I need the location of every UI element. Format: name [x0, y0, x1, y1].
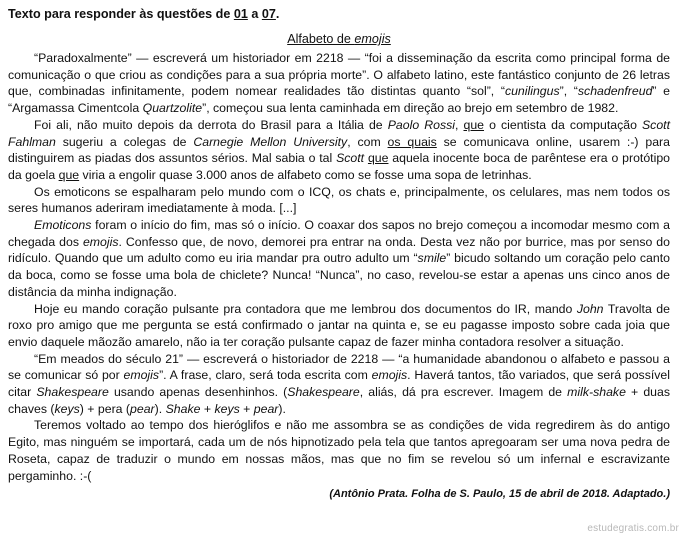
paragraph-text: Foi ali, não muito depois da derrota do Brasil para a Itália de: [34, 117, 388, 132]
italic-text: keys: [54, 401, 80, 416]
site-watermark: estudegratis.com.br: [587, 523, 679, 534]
italic-text: emojis: [371, 368, 408, 383]
paragraph-text: o cientista da computação: [484, 117, 642, 132]
instruction-suffix: .: [275, 7, 280, 21]
italic-text: keys: [214, 401, 240, 416]
question-document: [8, 6, 670, 502]
italic-text: pear: [253, 401, 279, 416]
text-body: [8, 50, 670, 484]
italic-text: schadenfreud: [577, 84, 653, 99]
paragraph-text: . Confesso que, de novo, demorei pra entrar na onda. Desta vez não por burrice, mas por senso do ridículo. Quando que um adulto como eu iria mandar pra outro adulto um “: [8, 234, 670, 266]
paragraph-text: ”, “: [559, 84, 578, 99]
italic-text: Scott Fahlman: [8, 117, 671, 149]
italic-text: smile: [417, 251, 447, 266]
paragraph: [8, 417, 670, 484]
paragraph: [8, 351, 670, 418]
question-start-number: 01: [233, 7, 248, 21]
instruction-prefix: Texto para responder às questões de: [8, 7, 234, 21]
paragraph-text: sugeriu a colegas de: [55, 134, 194, 149]
paragraph-text: ”, começou sua lenta caminhada em direção ao brejo em setembro de 1982.: [202, 101, 619, 116]
paragraph-text: usando apenas desenhinhos. (: [108, 385, 288, 400]
paragraph-text: Hoje eu mando coração pulsante pra contadora que me lembrou dos documentos do IR, mando: [34, 301, 577, 316]
paragraph-text: aquela inocente boca de parêntese era o protótipo da goela: [8, 151, 670, 182]
italic-text: Paolo Rossi: [387, 117, 455, 132]
paragraph: [8, 117, 670, 184]
title-italic: emojis: [354, 32, 391, 46]
title-text: Alfabeto de: [287, 32, 355, 46]
italic-text: Carnegie Mellon University: [193, 134, 348, 149]
italic-text: emojis: [82, 234, 119, 249]
paragraph-text: se comunicava online, usarem :-) para distinguirem as piadas dos assuntos sérios. Mal sabia o tal: [8, 134, 670, 166]
paragraph-text: , com: [347, 134, 388, 149]
paragraph-text: Os emoticons se espalharam pelo mundo com o ICQ, os chats e, principalmente, os celulares, mas nem todos os seres humanos aderiram imediatamente à moda. [...]: [8, 184, 670, 216]
paragraph-text: “Paradoxalmente” — escreverá um historiador em 2218 — “foi a disseminação da escrita como principal forma de comunicação o que criou as condições para a sua própria morte”. O alfabeto latino, este fantástico conjunto de 26 letras que, combinadas infinitamente, podem nomear realidades tão distintas quanto “sol”, “: [8, 51, 670, 99]
italic-text: Shakespeare: [287, 385, 360, 400]
italic-text: Shakespeare: [36, 385, 109, 400]
paragraph-text: ” e “Argamassa Cimentcola: [8, 84, 670, 116]
underlined-text: que: [463, 117, 485, 132]
underlined-text: que: [58, 167, 80, 182]
paragraph-text: viria a engolir quase 3.000 anos de alfabeto como se fosse uma sopa de letrinhas.: [79, 167, 532, 182]
source-credit: (Antônio Prata. Folha de S. Paulo, 15 de abril de 2018. Adaptado.): [329, 488, 670, 501]
paragraph: [8, 184, 670, 217]
paragraph-text: ) + pera (: [79, 401, 131, 416]
paragraph-text: ” bicudo soltando um coração pelo canto da boca, como se fosse uma bola de chiclete? Nunca! “Nunca”, no caso, revelou-se estar a apenas uns cinco anos de distância da minha indignação.: [8, 251, 670, 299]
italic-text: Scott: [336, 151, 365, 166]
italic-text: pear: [130, 401, 155, 416]
paragraph-text: + duas chaves (: [8, 385, 670, 416]
paragraph-text: ).: [278, 401, 286, 416]
italic-text: Emoticons: [34, 218, 92, 233]
paragraph: [8, 301, 670, 351]
text-title: [8, 31, 670, 48]
italic-text: John: [576, 301, 604, 316]
paragraph-text: +: [239, 401, 254, 416]
instruction-connector: a: [247, 7, 262, 21]
question-instruction: [8, 6, 670, 23]
italic-text: Quartzolite: [142, 101, 203, 116]
paragraph-text: +: [200, 401, 215, 416]
italic-text: emojis: [123, 368, 160, 383]
paragraph-text: . Haverá tantos, tão variados, que será possível citar: [8, 368, 670, 400]
question-end-number: 07: [261, 7, 276, 21]
paragraph-text: foram o início do fim, mas só o início. O coaxar dos sapos no brejo começou a incomodar mesmo com a chegada dos: [8, 218, 670, 249]
paragraph-text: ”. A frase, claro, será toda escrita com: [159, 368, 372, 383]
italic-text: Shake: [165, 401, 201, 416]
paragraph-text: Travolta de roxo pro amigo que me pergunta se está confirmado o jantar na quinta e, se eu pagasse imposto sobre cada joia que envio daquele mãozão amarelo, não ia ter coração pulsante capaz de fazer minha contadora resolver a situação.: [8, 301, 670, 349]
paragraph: [8, 217, 670, 301]
italic-text: milk-shake: [567, 385, 626, 400]
paragraph-text: ).: [154, 401, 166, 416]
paragraph-text: ,: [454, 117, 464, 132]
underlined-text: que: [367, 151, 389, 166]
paragraph-text: “Em meados do século 21” — escreverá o historiador de 2218 — “a humanidade abandonou o alfabeto e passou a se comunicar só por: [8, 351, 670, 383]
paragraph-text: Teremos voltado ao tempo dos hieróglifos e não me assombra se as condições de vida regredirem às do antigo Egito, mas ninguém se importará, cada um de nós hipnotizado pela tela que tantos apregoaram ser uma nova pedra de Roseta, capaz de traduzir o mundo em nossas mãos, mas que no fim se revelou só um infernal e escravizante pergaminho. :-(: [8, 418, 670, 483]
paragraph: [8, 50, 670, 117]
paragraph-text: , aliás, dá pra escrever. Imagem de: [359, 385, 568, 400]
underlined-text: os quais: [387, 134, 437, 149]
italic-text: cunilingus: [504, 84, 560, 99]
